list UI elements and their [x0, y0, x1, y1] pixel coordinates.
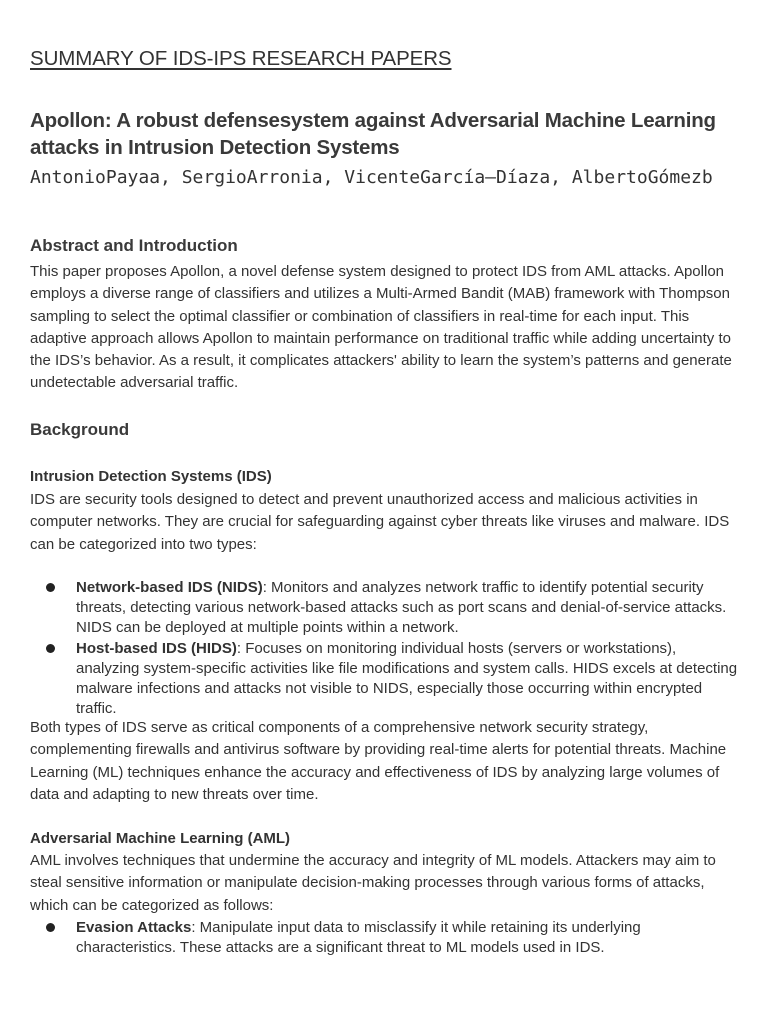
abstract-heading: Abstract and Introduction	[30, 236, 238, 255]
bullet-text: : Manipulate input data to misclassify it while retaining its underlying characteristics. These attacks are a significant threat to ML models used in IDS.	[76, 919, 641, 957]
paper-title: Apollon: A robust defensesystem against Adversarial Machine Learning attacks in Intrusion Detection Systems	[30, 109, 716, 159]
bullet-text: : Monitors and analyzes network traffic to identify potential security threats, detecting various network-based attacks such as port scans and denial-of-service attacks. NIDS can be deployed at multiple points within a network.	[76, 579, 727, 637]
paper-authors: AntonioPayaa, SergioArronia, VicenteGarcía–Díaza, AlbertoGómezb	[30, 167, 713, 188]
bullet-icon	[46, 923, 55, 932]
ids-conclusion-paragraph: Both types of IDS serve as critical components of a comprehensive network security strategy, complementing firewalls and antivirus software by providing real-time alerts for potential threats. Machine Learning (ML) techniques enhance the accuracy and effectiveness of IDS by analyzing large volumes of data and adapting to new threats over time.	[30, 719, 727, 803]
bullet-term: Evasion Attacks	[76, 919, 192, 936]
ids-intro-paragraph: IDS are security tools designed to detect and prevent unauthorized access and malicious activities in computer networks. They are crucial for safeguarding against cyber threats like viruses and malware. IDS can be categorized into two types:	[30, 491, 730, 553]
background-heading: Background	[30, 420, 130, 439]
bullet-icon	[46, 644, 55, 653]
document-heading: SUMMARY OF IDS-IPS RESEARCH PAPERS	[30, 47, 452, 70]
bullet-icon	[46, 583, 55, 592]
aml-heading: Adversarial Machine Learning (AML)	[30, 830, 291, 847]
bullet-term: Network-based IDS (NIDS)	[76, 579, 263, 596]
ids-types-list	[30, 578, 742, 719]
aml-intro-paragraph: AML involves techniques that undermine the accuracy and integrity of ML models. Attackers may aim to steal sensitive information or manipulate decision-making processes through various forms of attacks, which can be categorized as follows:	[30, 852, 716, 914]
aml-attacks-list	[30, 918, 742, 958]
abstract-paragraph: This paper proposes Apollon, a novel defense system designed to protect IDS from AML attacks. Apollon employs a diverse range of classifiers and utilizes a Multi-Armed Bandit (MAB) framework with Thompson sampling to select the optimal classifier or combination of classifiers in real-time for each input. This adaptive approach allows Apollon to maintain performance on traditional traffic while adding uncertainty to the IDS’s behavior. As a result, it complicates attackers' ability to learn the system’s patterns and generate undetectable adversarial traffic.	[30, 263, 732, 392]
bullet-term: Host-based IDS (HIDS)	[76, 639, 237, 657]
list-item	[30, 918, 742, 958]
bullet-text: : Focuses on monitoring individual hosts (servers or workstations), analyzing system-specific activities like file modifications and system calls. HIDS excels at detecting malware infections and attacks not visible to NIDS, especially those occurring within encrypted traffic.	[76, 639, 738, 718]
list-item	[30, 578, 742, 639]
ids-heading: Intrusion Detection Systems (IDS)	[30, 468, 272, 485]
list-item	[30, 639, 742, 720]
